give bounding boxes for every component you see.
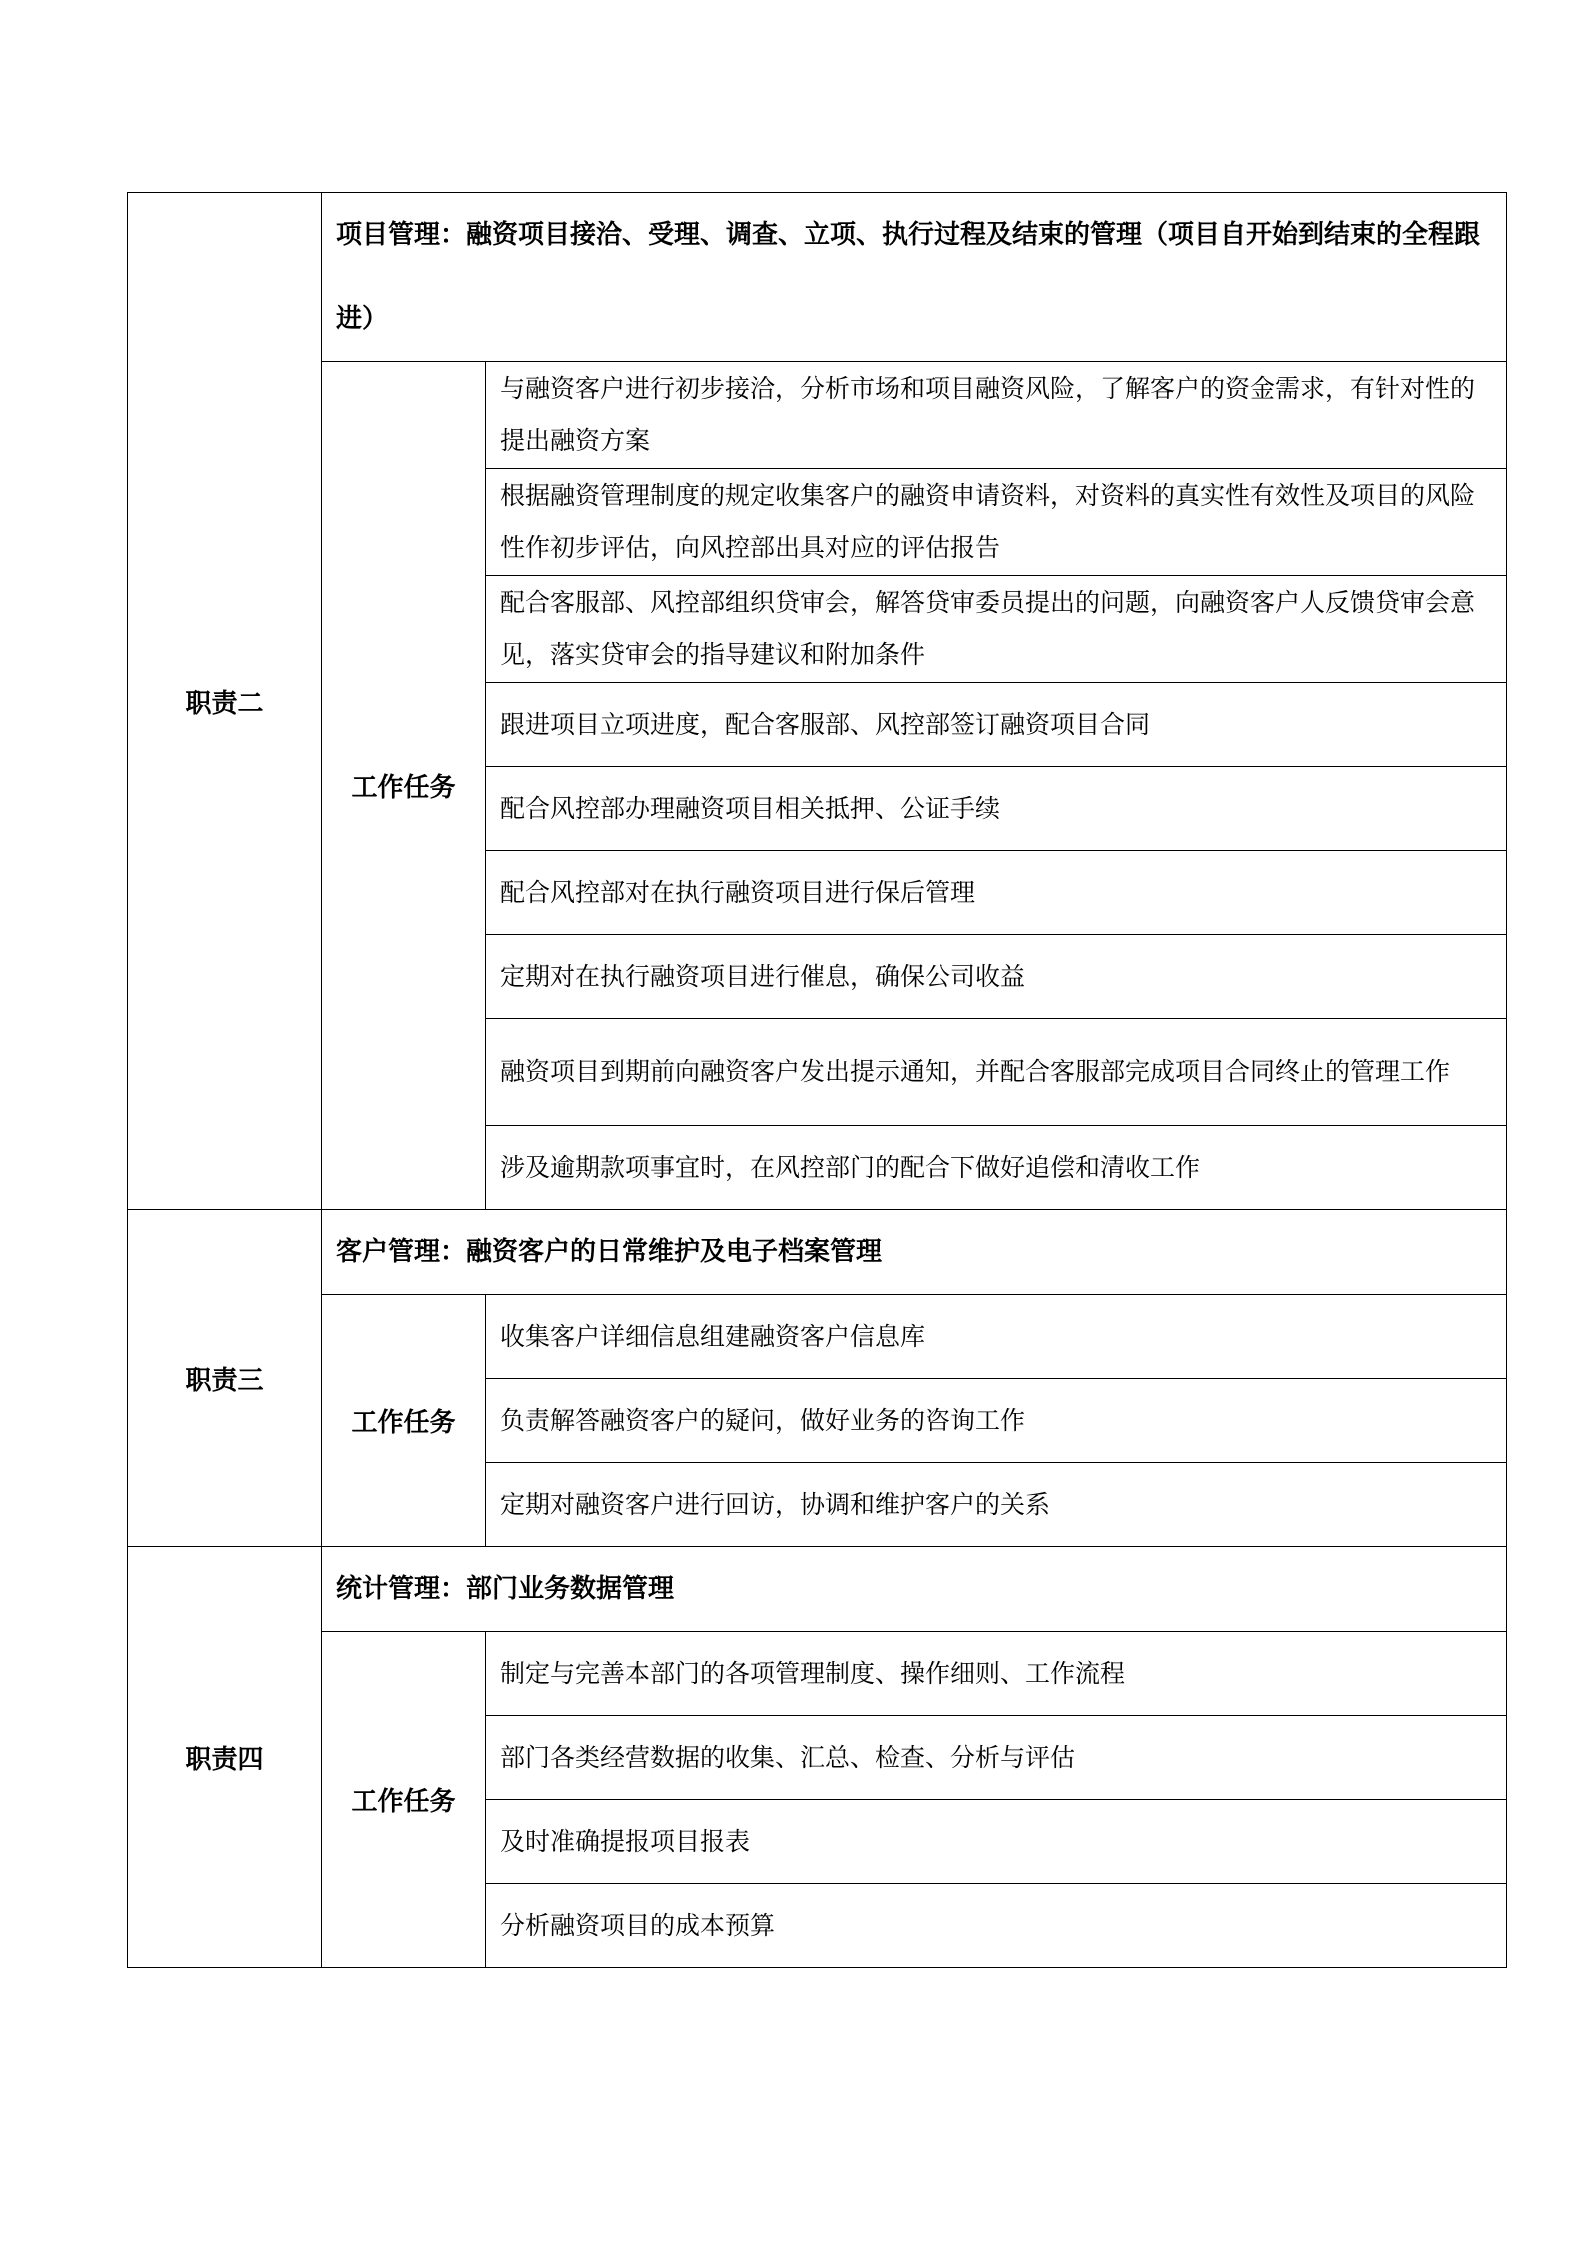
section-header-row: [128, 1547, 1507, 1632]
task-item: 制定与完善本部门的各项管理制度、操作细则、工作流程: [486, 1632, 1507, 1716]
task-label: 工作任务: [322, 1632, 486, 1968]
task-item: 定期对融资客户进行回访，协调和维护客户的关系: [486, 1463, 1507, 1547]
duty-title: 职责三: [128, 1210, 322, 1547]
task-row: [128, 362, 1507, 469]
task-item: 配合风控部对在执行融资项目进行保后管理: [486, 851, 1507, 935]
duty-title: 职责二: [128, 193, 322, 1210]
task-item: 及时准确提报项目报表: [486, 1800, 1507, 1884]
section-header-row: [128, 1210, 1507, 1295]
task-item: 分析融资项目的成本预算: [486, 1884, 1507, 1968]
section-header: 统计管理：部门业务数据管理: [322, 1547, 1507, 1632]
task-item: 涉及逾期款项事宜时，在风控部门的配合下做好追偿和清收工作: [486, 1126, 1507, 1210]
task-item: 负责解答融资客户的疑问，做好业务的咨询工作: [486, 1379, 1507, 1463]
task-item: 融资项目到期前向融资客户发出提示通知，并配合客服部完成项目合同终止的管理工作: [486, 1019, 1507, 1126]
task-row: [128, 1295, 1507, 1379]
section-header: 客户管理：融资客户的日常维护及电子档案管理: [322, 1210, 1507, 1295]
task-item: 定期对在执行融资项目进行催息，确保公司收益: [486, 935, 1507, 1019]
task-label: 工作任务: [322, 1295, 486, 1547]
duties-table: [127, 192, 1507, 1968]
section-header-row: [128, 193, 1507, 362]
task-row: [128, 1632, 1507, 1716]
task-item: 配合客服部、风控部组织贷审会，解答贷审委员提出的问题，向融资客户人反馈贷审会意见，落实贷审会的指导建议和附加条件: [486, 576, 1507, 683]
task-item: 与融资客户进行初步接洽，分析市场和项目融资风险，了解客户的资金需求，有针对性的提出融资方案: [486, 362, 1507, 469]
task-item: 配合风控部办理融资项目相关抵押、公证手续: [486, 767, 1507, 851]
task-item: 跟进项目立项进度，配合客服部、风控部签订融资项目合同: [486, 683, 1507, 767]
task-label: 工作任务: [322, 362, 486, 1210]
section-header: 项目管理：融资项目接洽、受理、调查、立项、执行过程及结束的管理（项目自开始到结束的全程跟进）: [322, 193, 1507, 362]
task-item: 部门各类经营数据的收集、汇总、检查、分析与评估: [486, 1716, 1507, 1800]
task-item: 根据融资管理制度的规定收集客户的融资申请资料，对资料的真实性有效性及项目的风险性作初步评估，向风控部出具对应的评估报告: [486, 469, 1507, 576]
task-item: 收集客户详细信息组建融资客户信息库: [486, 1295, 1507, 1379]
duty-title: 职责四: [128, 1547, 322, 1968]
